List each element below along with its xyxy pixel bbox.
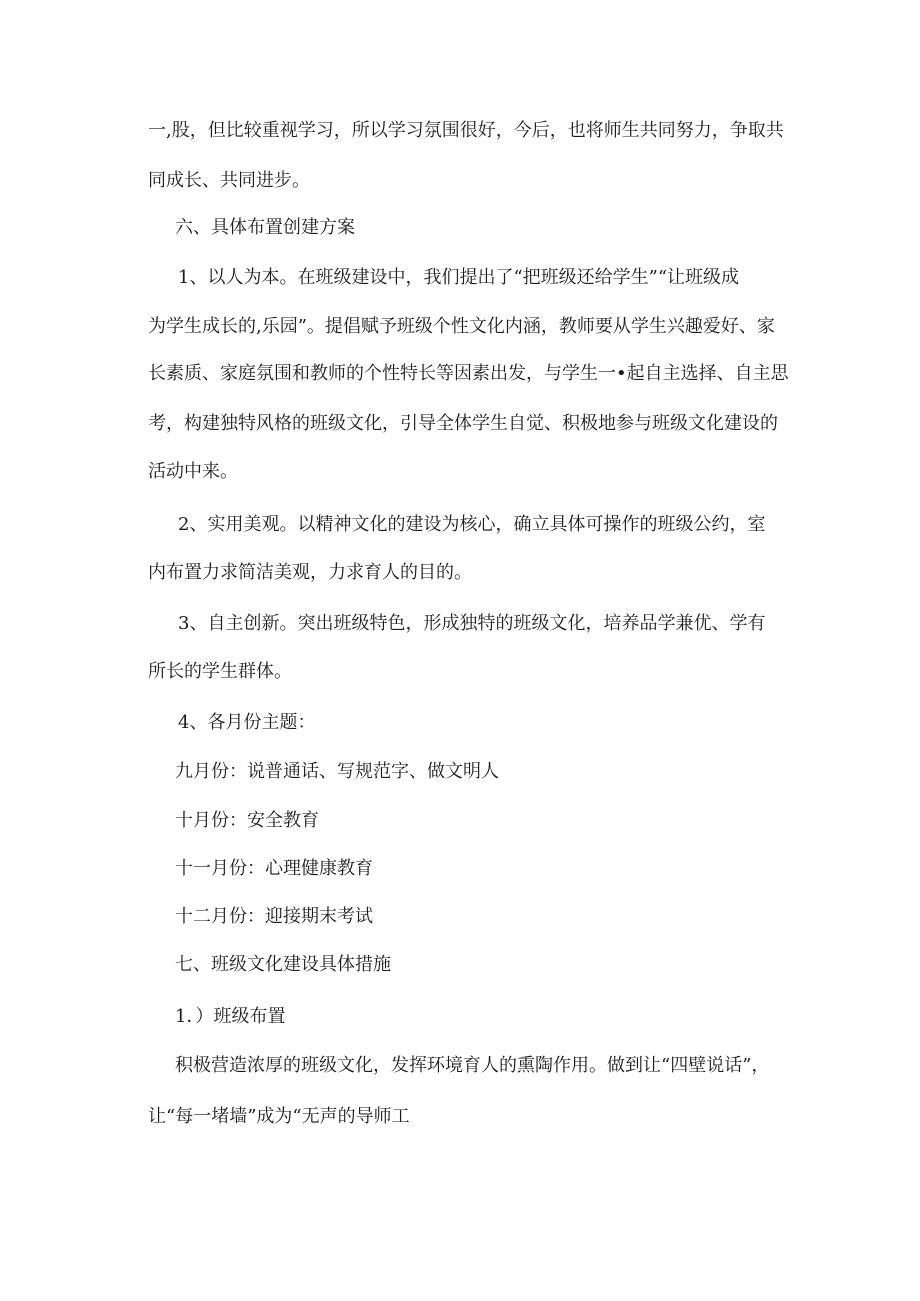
text-line-8: 活动中来。	[148, 461, 238, 482]
text-line-16: 十一月份：心理健康教育	[175, 858, 373, 879]
text-line-15: 十月份：安全教育	[175, 810, 319, 831]
text-line-21: 让“每一堵墙”成为“无声的导师工	[148, 1106, 410, 1127]
text-line-10: 内布置力求简洁美观，力求育人的目的。	[148, 562, 472, 583]
text-line-20: 积极营造浓厚的班级文化，发挥环境育人的熏陶作用。做到让“四壁说话”，	[175, 1055, 770, 1076]
text-line-11: 3、自主创新。突出班级特色，形成独特的班级文化，培养品学兼优、学有	[178, 613, 766, 634]
text-line-19: 1．）班级布置	[175, 1006, 286, 1027]
text-line-5: 为学生成长的,乐园”。提倡赋予班级个性文化内涵，教师要从学生兴趣爱好、家	[148, 316, 775, 337]
text-line-14: 九月份：说普通话、写规范字、做文明人	[175, 761, 499, 782]
text-line-7: 考，构建独特风格的班级文化，引导全体学生自觉、积极地参与班级文化建设的	[148, 413, 778, 434]
text-line-1: 一,股，但比较重视学习，所以学习氛围很好，今后，也将师生共同努力，争取共	[148, 120, 784, 141]
section-heading-6: 六、具体布置创建方案	[175, 217, 355, 238]
text-line-13: 4、各月份主题：	[178, 712, 316, 733]
text-line-12: 所长的学生群体。	[148, 661, 292, 682]
text-line-9: 2、实用美观。以精神文化的建设为核心，确立具体可操作的班级公约，室	[178, 514, 766, 535]
text-line-6: 长素质、家庭氛围和教师的个性特长等因素出发，与学生一•起自主选择、自主思	[148, 363, 789, 384]
text-line-17: 十二月份：迎接期末考试	[175, 906, 373, 927]
text-line-4: 1、以人为本。在班级建设中，我们提出了“把班级还给学生”“让班级成	[178, 267, 740, 288]
section-heading-7: 七、班级文化建设具体措施	[175, 954, 391, 975]
text-line-2: 同成长、共同进步。	[148, 170, 310, 191]
